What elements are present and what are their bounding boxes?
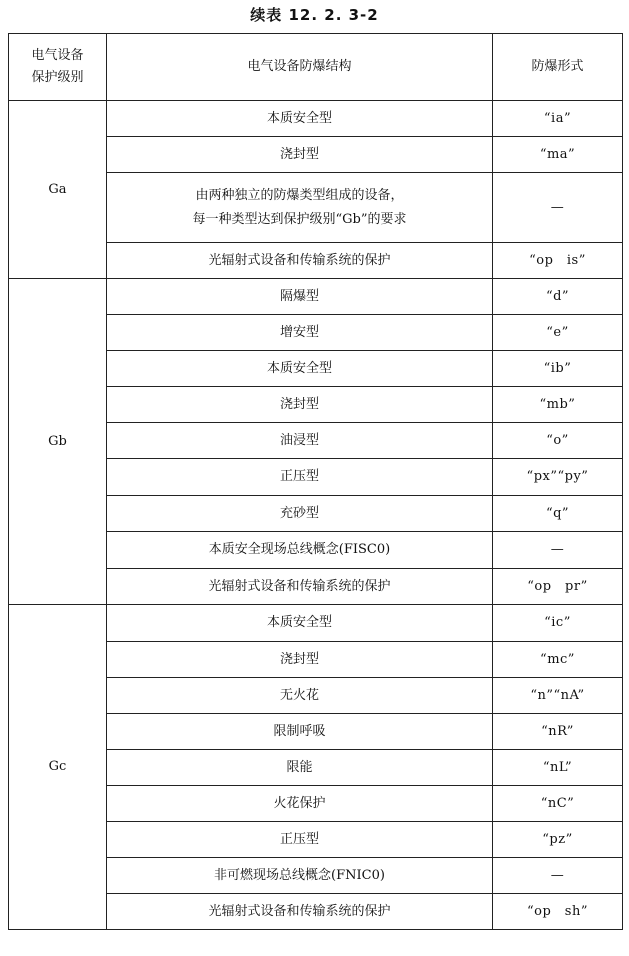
structure-line: 由两种独立的防爆类型组成的设备， [195, 187, 404, 203]
structure-line: 浇封型 [279, 651, 319, 667]
structure-cell [107, 569, 493, 605]
form-cell: “nL” [493, 750, 623, 786]
form-cell: “nR” [493, 714, 623, 750]
form-cell: “mb” [493, 387, 623, 423]
header-row [9, 34, 623, 101]
structure-cell [107, 243, 493, 279]
structure-cell [107, 496, 493, 532]
structure-cell [107, 678, 493, 714]
table-row [9, 279, 623, 315]
structure-cell [107, 786, 493, 822]
structure-line: 本质安全型 [266, 615, 332, 630]
form-cell: — [493, 532, 623, 569]
form-cell: “o” [493, 423, 623, 459]
structure-cell [107, 858, 493, 894]
form-cell: “ib” [493, 351, 623, 387]
form-cell: “pz” [493, 822, 623, 858]
structure-line: 光辐射式设备和传输系统的保护 [208, 252, 391, 268]
form-cell: “ic” [493, 605, 623, 642]
header-structure: 电气设备防爆结构 [107, 34, 493, 101]
header-form: 防爆形式 [493, 34, 623, 101]
form-cell: “d” [493, 279, 623, 315]
structure-line: 非可燃现场总线概念(FNIC0) [214, 867, 385, 883]
structure-line: 浇封型 [279, 146, 319, 162]
structure-line: 隔爆型 [279, 288, 319, 304]
structure-line: 本质安全现场总线概念(FISC0) [208, 542, 391, 557]
table-title: 续表 12. 2. 3-2 [250, 6, 379, 24]
form-cell: “op pr” [493, 569, 623, 605]
form-cell: “n”“nA” [493, 678, 623, 714]
form-cell: “ia” [493, 101, 623, 137]
structure-cell [107, 387, 493, 423]
structure-line: 无火花 [279, 687, 319, 703]
structure-line: 增安型 [279, 324, 319, 340]
structure-line: 充砂型 [279, 505, 319, 521]
structure-cell [107, 351, 493, 387]
structure-line: 本质安全型 [266, 360, 332, 376]
structure-cell [107, 532, 493, 569]
header-protection-level-line: 电气设备 [31, 48, 84, 63]
structure-line: 光辐射式设备和传输系统的保护 [208, 578, 391, 594]
header-protection-level [9, 34, 107, 101]
structure-cell [107, 423, 493, 459]
structure-line: 每一种类型达到保护级别“Gb”的要求 [192, 211, 407, 227]
form-cell: “nC” [493, 786, 623, 822]
structure-line: 限能 [286, 759, 313, 775]
structure-cell [107, 642, 493, 678]
form-cell: “op sh” [493, 894, 623, 930]
protection-table [8, 33, 623, 930]
header-protection-level-line: 保护级别 [31, 70, 84, 85]
table-row [9, 101, 623, 137]
structure-cell [107, 173, 493, 243]
structure-cell [107, 822, 493, 858]
structure-cell [107, 894, 493, 930]
structure-line: 火花保护 [273, 795, 326, 811]
form-cell: — [493, 173, 623, 243]
structure-cell [107, 605, 493, 642]
table-body [9, 101, 623, 930]
structure-cell [107, 279, 493, 315]
protection-level-cell: Ga [9, 101, 107, 279]
structure-line: 正压型 [279, 469, 319, 484]
form-cell: “op is” [493, 243, 623, 279]
form-cell: — [493, 858, 623, 894]
structure-line: 浇封型 [279, 396, 319, 412]
structure-line: 光辐射式设备和传输系统的保护 [208, 903, 391, 919]
form-cell: “mc” [493, 642, 623, 678]
structure-line: 正压型 [279, 831, 319, 847]
structure-cell [107, 459, 493, 496]
form-cell: “q” [493, 496, 623, 532]
structure-cell [107, 101, 493, 137]
form-cell: “ma” [493, 137, 623, 173]
structure-line: 油浸型 [279, 432, 319, 448]
table-row [9, 605, 623, 642]
structure-line: 本质安全型 [266, 110, 332, 126]
structure-cell [107, 750, 493, 786]
form-cell: “px”“py” [493, 459, 623, 496]
structure-cell [107, 137, 493, 173]
form-cell: “e” [493, 315, 623, 351]
protection-level-cell: Gc [9, 605, 107, 930]
structure-line: 限制呼吸 [273, 723, 326, 739]
protection-level-cell: Gb [9, 279, 107, 605]
structure-cell [107, 714, 493, 750]
structure-cell [107, 315, 493, 351]
